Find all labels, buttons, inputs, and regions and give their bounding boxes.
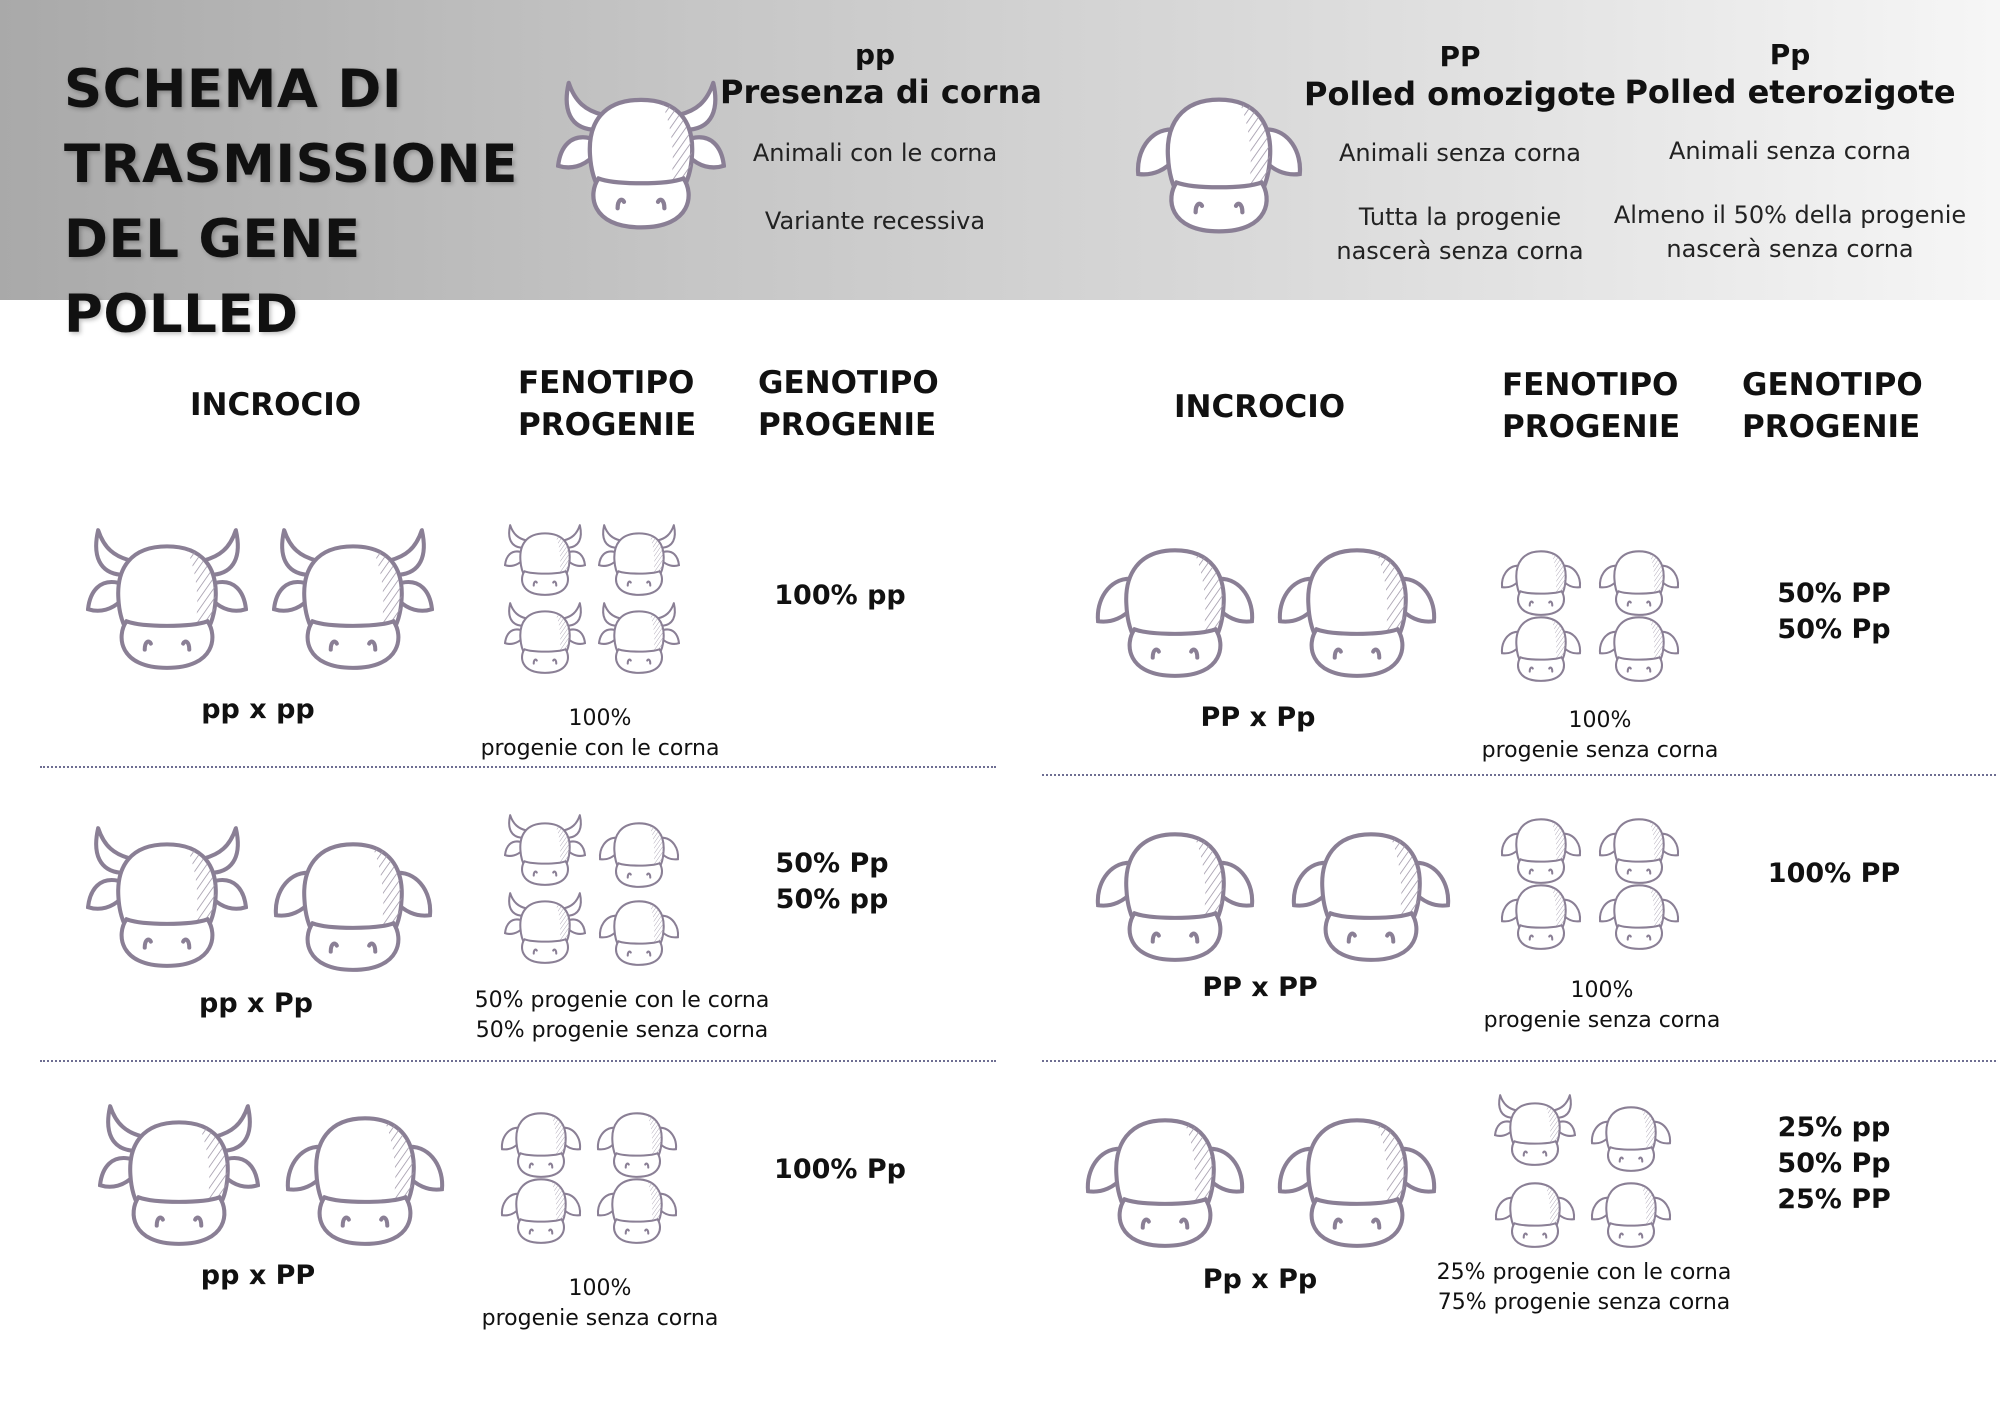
offspring-polled-cow-icon	[500, 1166, 582, 1248]
genotype-text: 100% Pp	[774, 1154, 906, 1185]
genotype-text: 100% PP	[1767, 858, 1901, 889]
column-header-cross-right: INCROCIO	[1174, 389, 1346, 425]
column-header-genotype-left: GENOTIPO PROGENIE	[758, 365, 939, 443]
offspring-horned-cow-icon	[504, 518, 586, 600]
horned-cow-icon	[556, 68, 726, 238]
parent-horned-cow-icon	[272, 516, 434, 678]
legend-Pp	[1610, 38, 1970, 266]
cross-label: PP x PP	[1202, 972, 1318, 1003]
parent-polled-cow-icon	[1276, 1094, 1438, 1256]
cross-label: PP x Pp	[1200, 702, 1316, 733]
legend-PP-code: PP	[1439, 40, 1481, 73]
parent-polled-cow-icon	[1276, 524, 1438, 686]
offspring-horned-cow-icon	[504, 596, 586, 678]
phenotype-text: 50% progenie con le corna 50% progenie senza corna	[474, 988, 770, 1043]
cross-label: pp x pp	[201, 694, 315, 725]
parent-horned-cow-icon	[86, 814, 248, 976]
column-header-phenotype-right: FENOTIPO PROGENIE	[1502, 367, 1681, 445]
genotype-text: 50% Pp 50% pp	[775, 848, 889, 915]
column-header-cross-left: INCROCIO	[190, 387, 362, 423]
offspring-horned-cow-icon	[1494, 1088, 1576, 1170]
parent-polled-cow-icon	[1084, 1094, 1246, 1256]
legend-PP-name: Polled omozigote	[1304, 75, 1616, 113]
legend-pp-line2: Variante recessiva	[764, 207, 986, 235]
legend-pp	[720, 38, 1042, 238]
offspring-polled-cow-icon	[1598, 872, 1680, 954]
column-header-phenotype-left: FENOTIPO PROGENIE	[518, 365, 697, 443]
cross-label: pp x Pp	[199, 988, 313, 1019]
offspring-polled-cow-icon	[1598, 604, 1680, 686]
offspring-horned-cow-icon	[504, 808, 586, 890]
legend-Pp-code: Pp	[1769, 38, 1811, 71]
offspring-polled-cow-icon	[1590, 1170, 1672, 1252]
row-divider	[1042, 1060, 1996, 1062]
legend-PP-line1: Animali senza corna	[1338, 139, 1581, 167]
genotype-text: 100% pp	[774, 580, 906, 611]
legend-PP-line2: Tutta la progenie nascerà senza corna	[1336, 203, 1584, 265]
legend-Pp-line1: Animali senza corna	[1668, 137, 1911, 165]
phenotype-text: 100% progenie senza corna	[1481, 708, 1719, 763]
phenotype-text: 100% progenie con le corna	[480, 706, 720, 761]
offspring-polled-cow-icon	[1500, 604, 1582, 686]
legend-pp-code: pp	[854, 38, 896, 71]
row-divider	[40, 766, 996, 768]
phenotype-text: 100% progenie senza corna	[1483, 978, 1721, 1033]
polled-cow-icon	[1134, 72, 1304, 242]
row-divider	[40, 1060, 996, 1062]
offspring-polled-cow-icon	[598, 810, 680, 892]
parent-polled-cow-icon	[284, 1092, 446, 1254]
legend-pp-line1: Animali con le corna	[752, 139, 998, 167]
legend-Pp-name: Polled eterozigote	[1624, 73, 1956, 111]
parent-polled-cow-icon	[1094, 524, 1256, 686]
genotype-text: 50% PP 50% Pp	[1777, 578, 1891, 645]
parent-horned-cow-icon	[86, 516, 248, 678]
cross-label: Pp x Pp	[1202, 1264, 1318, 1295]
parent-polled-cow-icon	[1094, 808, 1256, 970]
legend-pp-name: Presenza di corna	[720, 73, 1042, 111]
parent-horned-cow-icon	[98, 1092, 260, 1254]
offspring-horned-cow-icon	[504, 886, 586, 968]
offspring-horned-cow-icon	[598, 596, 680, 678]
genotype-text: 25% pp 50% Pp 25% PP	[1777, 1112, 1891, 1215]
phenotype-text: 25% progenie con le corna 75% progenie senza corna	[1436, 1260, 1732, 1315]
cross-label: pp x PP	[200, 1260, 316, 1291]
parent-polled-cow-icon	[272, 818, 434, 980]
offspring-polled-cow-icon	[1494, 1170, 1576, 1252]
offspring-polled-cow-icon	[596, 1166, 678, 1248]
legend-Pp-line2: Almeno il 50% della progenie nascerà senza corna	[1613, 201, 1967, 263]
page-title: SCHEMA DI TRASMISSIONE DEL GENE POLLED	[64, 59, 518, 345]
offspring-polled-cow-icon	[1500, 872, 1582, 954]
legend-PP	[1300, 40, 1620, 268]
offspring-polled-cow-icon	[598, 888, 680, 970]
row-divider	[1042, 774, 1996, 776]
offspring-polled-cow-icon	[1590, 1094, 1672, 1176]
offspring-horned-cow-icon	[598, 518, 680, 600]
parent-polled-cow-icon	[1290, 808, 1452, 970]
phenotype-text: 100% progenie senza corna	[481, 1276, 719, 1331]
column-header-genotype-right: GENOTIPO PROGENIE	[1742, 367, 1923, 445]
